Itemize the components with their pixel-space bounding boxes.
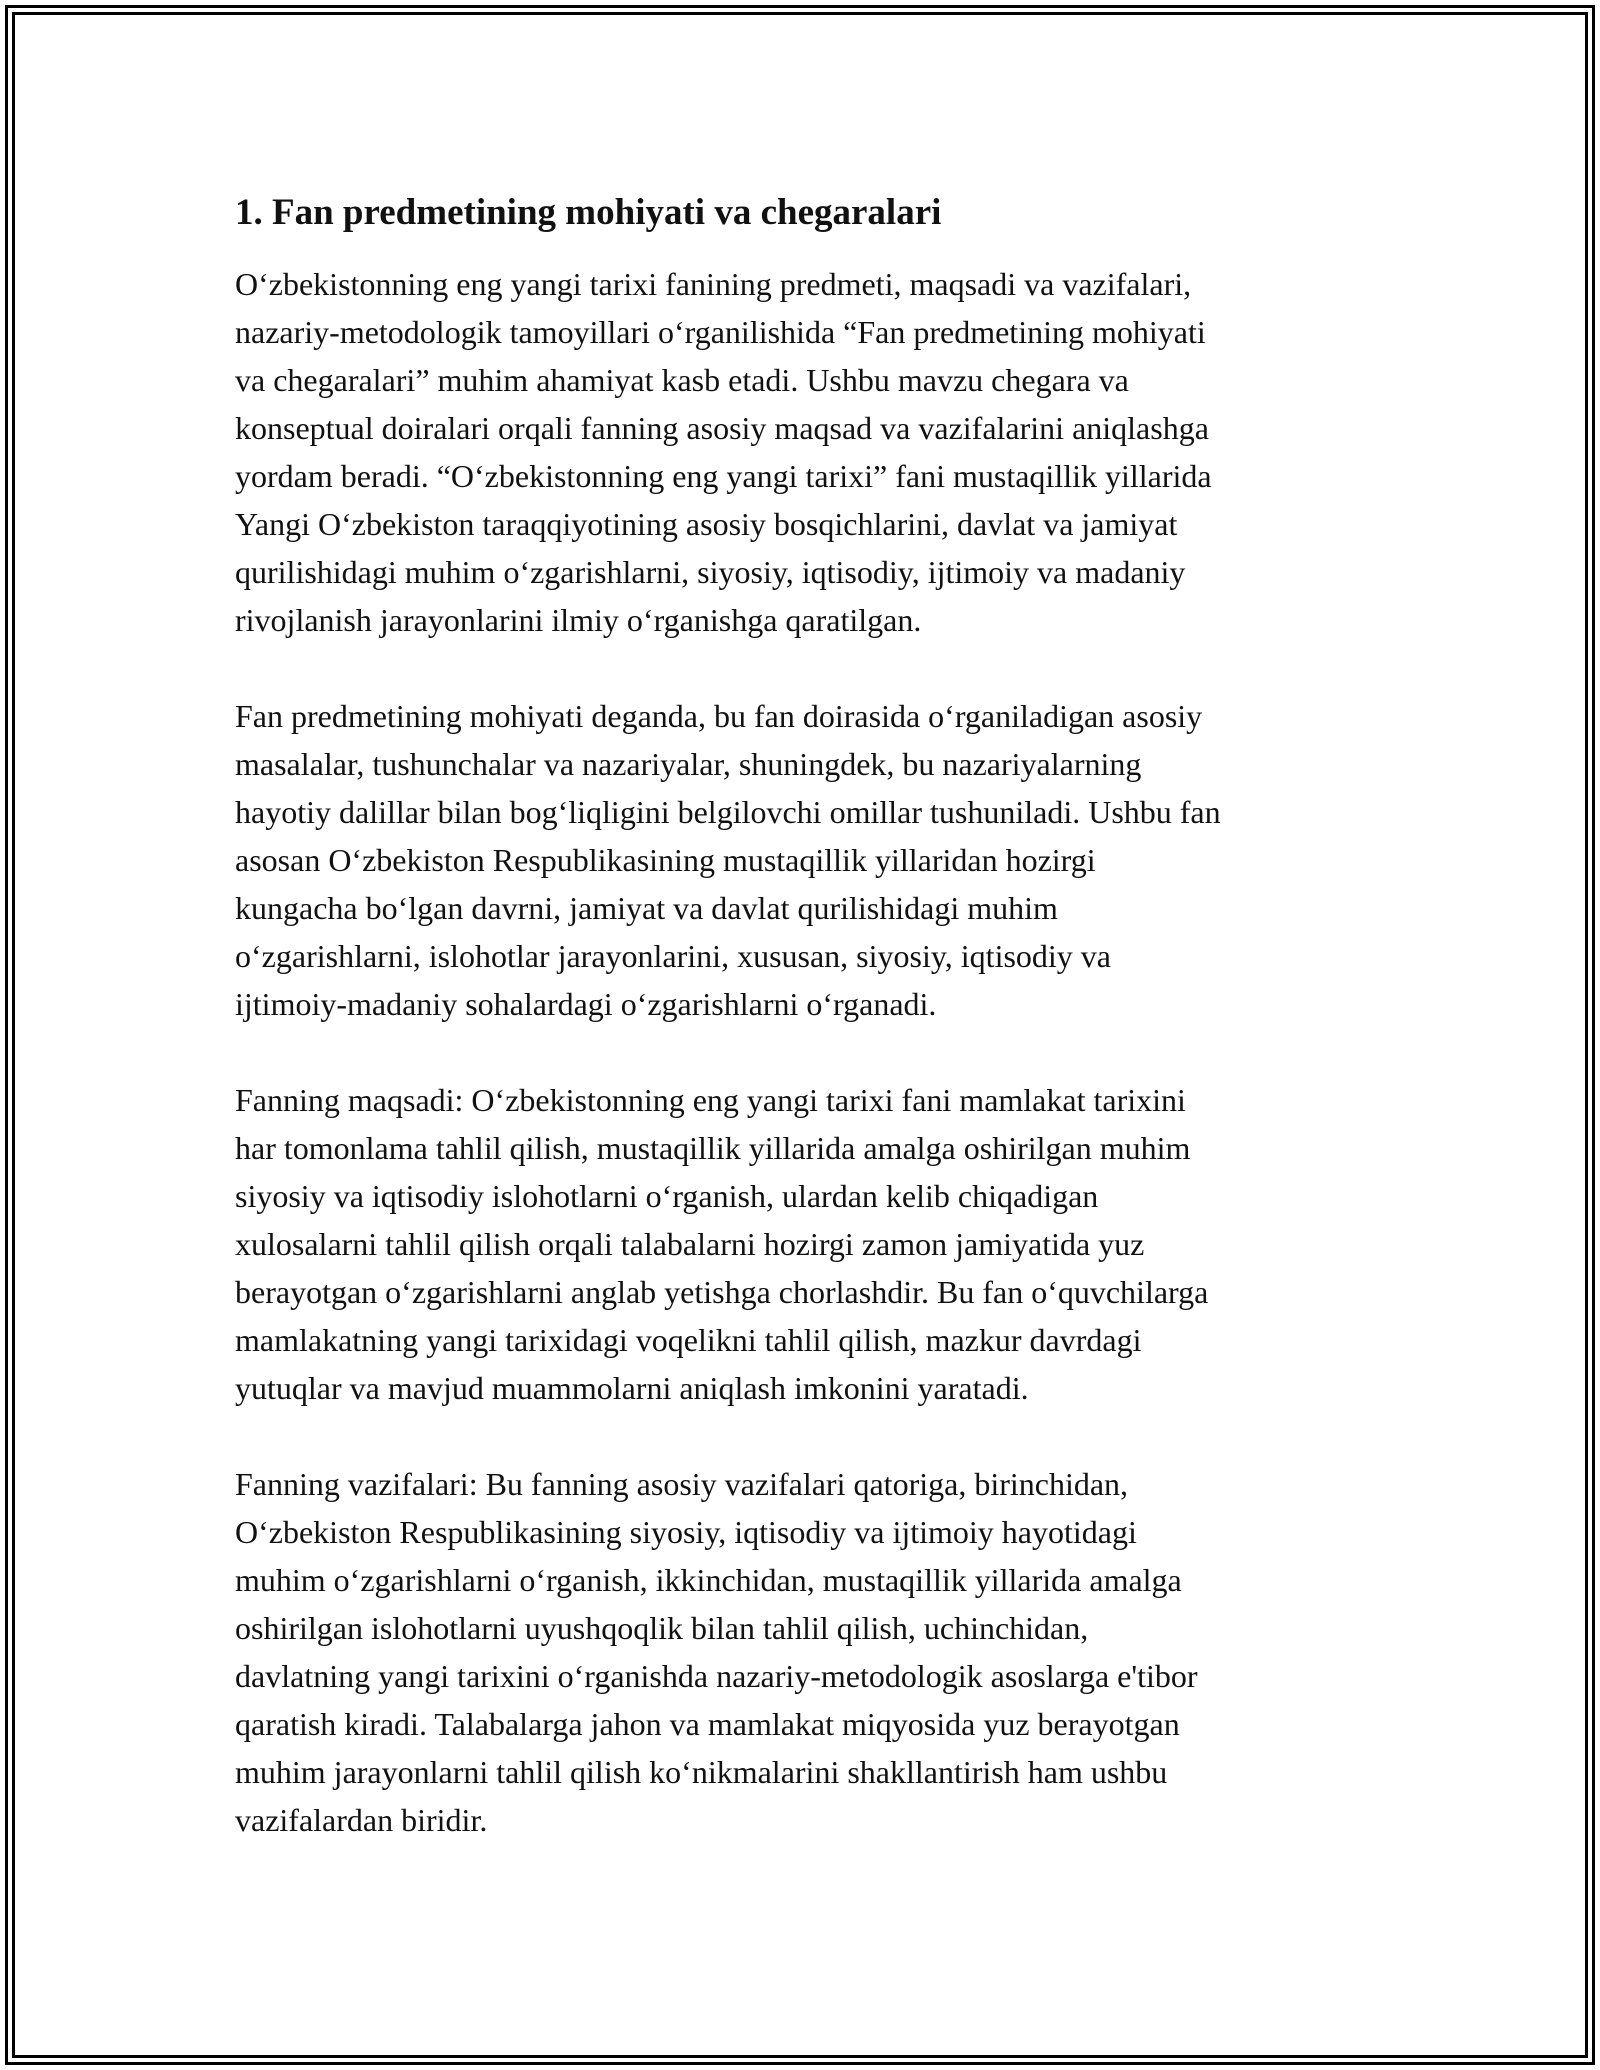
paragraph-line: kungacha bo‘lgan davrni, jamiyat va davlat qurilishidagi muhim xyxy=(235,890,1058,926)
paragraph-line: O‘zbekiston Respublikasining siyosiy, iqtisodiy va ijtimoiy hayotidagi xyxy=(235,1514,1137,1550)
paragraph-line: va chegaralari” muhim ahamiyat kasb etadi. Ushbu mavzu chegara va xyxy=(235,362,1129,398)
paragraph-line: vazifalardan biridir. xyxy=(235,1802,488,1838)
paragraph-line: yordam beradi. “O‘zbekistonning eng yangi tarixi” fani mustaqillik yillarida xyxy=(235,458,1212,494)
paragraph-line: yutuqlar va mavjud muammolarni aniqlash imkonini yaratadi. xyxy=(235,1370,1029,1406)
paragraph xyxy=(235,692,1385,1028)
paragraph-line: o‘zgarishlarni, islohotlar jarayonlarini, xususan, siyosiy, iqtisodiy va xyxy=(235,938,1111,974)
paragraph xyxy=(235,260,1385,644)
paragraph-line: oshirilgan islohotlarni uyushqoqlik bilan tahlil qilish, uchinchidan, xyxy=(235,1610,1089,1646)
paragraph xyxy=(235,1460,1385,1844)
paragraph-line: muhim jarayonlarni tahlil qilish ko‘nikmalarini shakllantirish ham ushbu xyxy=(235,1754,1168,1790)
paragraph-line: Fanning vazifalari: Bu fanning asosiy vazifalari qatoriga, birinchidan, xyxy=(235,1466,1129,1502)
paragraph-line: Fanning maqsadi: O‘zbekistonning eng yangi tarixi fani mamlakat tarixini xyxy=(235,1082,1186,1118)
paragraph-line: Yangi O‘zbekiston taraqqiyotining asosiy bosqichlarini, davlat va jamiyat xyxy=(235,506,1178,542)
paragraph-line: rivojlanish jarayonlarini ilmiy o‘rganishga qaratilgan. xyxy=(235,602,922,638)
paragraph-line: qurilishidagi muhim o‘zgarishlarni, siyosiy, iqtisodiy, ijtimoiy va madaniy xyxy=(235,554,1186,590)
paragraph-line: mamlakatning yangi tarixidagi voqelikni tahlil qilish, mazkur davrdagi xyxy=(235,1322,1142,1358)
paragraph xyxy=(235,1076,1385,1412)
paragraph-line: nazariy-metodologik tamoyillari o‘rganilishida “Fan predmetining mohiyati xyxy=(235,314,1206,350)
paragraph-line: qaratish kiradi. Talabalarga jahon va mamlakat miqyosida yuz berayotgan xyxy=(235,1706,1180,1742)
paragraph-line: Fan predmetining mohiyati deganda, bu fan doirasida o‘rganiladigan asosiy xyxy=(235,698,1203,734)
document-body xyxy=(235,186,1385,1892)
paragraph-line: muhim o‘zgarishlarni o‘rganish, ikkinchidan, mustaqillik yillarida amalga xyxy=(235,1562,1182,1598)
paragraph-line: ijtimoiy-madaniy sohalardagi o‘zgarishlarni o‘rganadi. xyxy=(235,986,937,1022)
paragraph-line: siyosiy va iqtisodiy islohotlarni o‘rganish, ulardan kelib chiqadigan xyxy=(235,1178,1099,1214)
paragraph-line: O‘zbekistonning eng yangi tarixi fanining predmeti, maqsadi va vazifalari, xyxy=(235,266,1192,302)
paragraph-line: berayotgan o‘zgarishlarni anglab yetishga chorlashdir. Bu fan o‘quvchilarga xyxy=(235,1274,1209,1310)
paragraph-line: xulosalarni tahlil qilish orqali talabalarni hozirgi zamon jamiyatida yuz xyxy=(235,1226,1145,1262)
paragraph-line: konseptual doiralari orqali fanning asosiy maqsad va vazifalarini aniqlashga xyxy=(235,410,1209,446)
paragraph-line: davlatning yangi tarixini o‘rganishda nazariy-metodologik asoslarga e'tibor xyxy=(235,1658,1198,1694)
paragraph-line: hayotiy dalillar bilan bog‘liqligini belgilovchi omillar tushuniladi. Ushbu fan xyxy=(235,794,1221,830)
section-title: 1. Fan predmetining mohiyati va chegaralari xyxy=(235,192,942,233)
paragraph-line: har tomonlama tahlil qilish, mustaqillik yillarida amalga oshirilgan muhim xyxy=(235,1130,1191,1166)
paragraph-list xyxy=(235,260,1385,1844)
paragraph-line: asosan O‘zbekiston Respublikasining mustaqillik yillaridan hozirgi xyxy=(235,842,1096,878)
paragraph-line: masalalar, tushunchalar va nazariyalar, shuningdek, bu nazariyalarning xyxy=(235,746,1142,782)
